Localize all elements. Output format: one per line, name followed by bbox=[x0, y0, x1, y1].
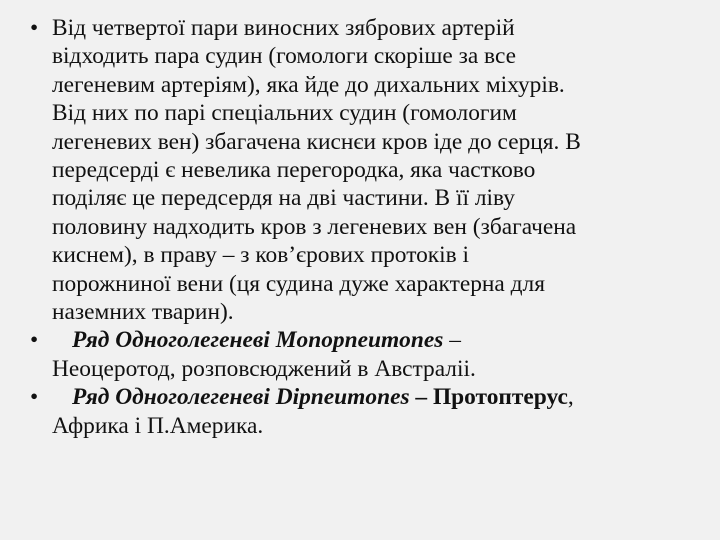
order-title: Ряд Одноголегеневі Monopneumones bbox=[72, 327, 444, 354]
text-line bbox=[74, 383, 690, 411]
bullet-item-lungfish-circulation bbox=[30, 14, 690, 326]
text-line: передсерді є невелика перегородка, яка частково bbox=[52, 157, 536, 184]
bullet-item-monopneumones bbox=[30, 326, 690, 383]
comma: , bbox=[567, 384, 574, 411]
bullet-marker: • bbox=[30, 384, 39, 411]
bullet-marker: • bbox=[30, 15, 39, 41]
bullet-marker: • bbox=[30, 327, 39, 354]
dash: – bbox=[443, 327, 461, 354]
text-line: Від них по парі спеціальних судин (гомологим bbox=[52, 100, 517, 127]
text-line bbox=[74, 326, 690, 354]
text-line: наземних тварин). bbox=[52, 299, 234, 326]
order-title: Ряд Одноголегеневі Dipneumones bbox=[72, 384, 410, 411]
species-name: – Протоптерус bbox=[409, 384, 568, 411]
text-line: Від четвертої пари виносних зябрових артерій bbox=[52, 15, 515, 41]
text-line: киснем), в праву – з ков’єрових протоків і bbox=[52, 242, 470, 269]
bullet-text bbox=[52, 14, 690, 326]
bullet-text bbox=[52, 326, 690, 383]
text-line: Африка і П.Америка. bbox=[52, 412, 264, 439]
text-line: Неоцеротод, розповсюджений в Австраліі. bbox=[52, 355, 476, 382]
bullet-item-dipneumones bbox=[30, 383, 690, 440]
bullet-text bbox=[52, 383, 690, 440]
text-line: легеневим артеріям), яка йде до дихальних міхурів. bbox=[52, 71, 565, 98]
text-line: порожниної вени (ця судина дуже характерна для bbox=[52, 270, 545, 297]
text-line: поділяє це передсердя на дві частини. В її ліву bbox=[52, 185, 515, 212]
text-line: відходить пара судин (гомологи скоріше за все bbox=[52, 43, 517, 70]
text-line: половину надходить кров з легеневих вен (збагачена bbox=[52, 213, 577, 240]
bullet-list bbox=[30, 14, 690, 440]
text-line: легеневих вен) збагачена киснєи кров іде до серця. В bbox=[52, 128, 581, 155]
